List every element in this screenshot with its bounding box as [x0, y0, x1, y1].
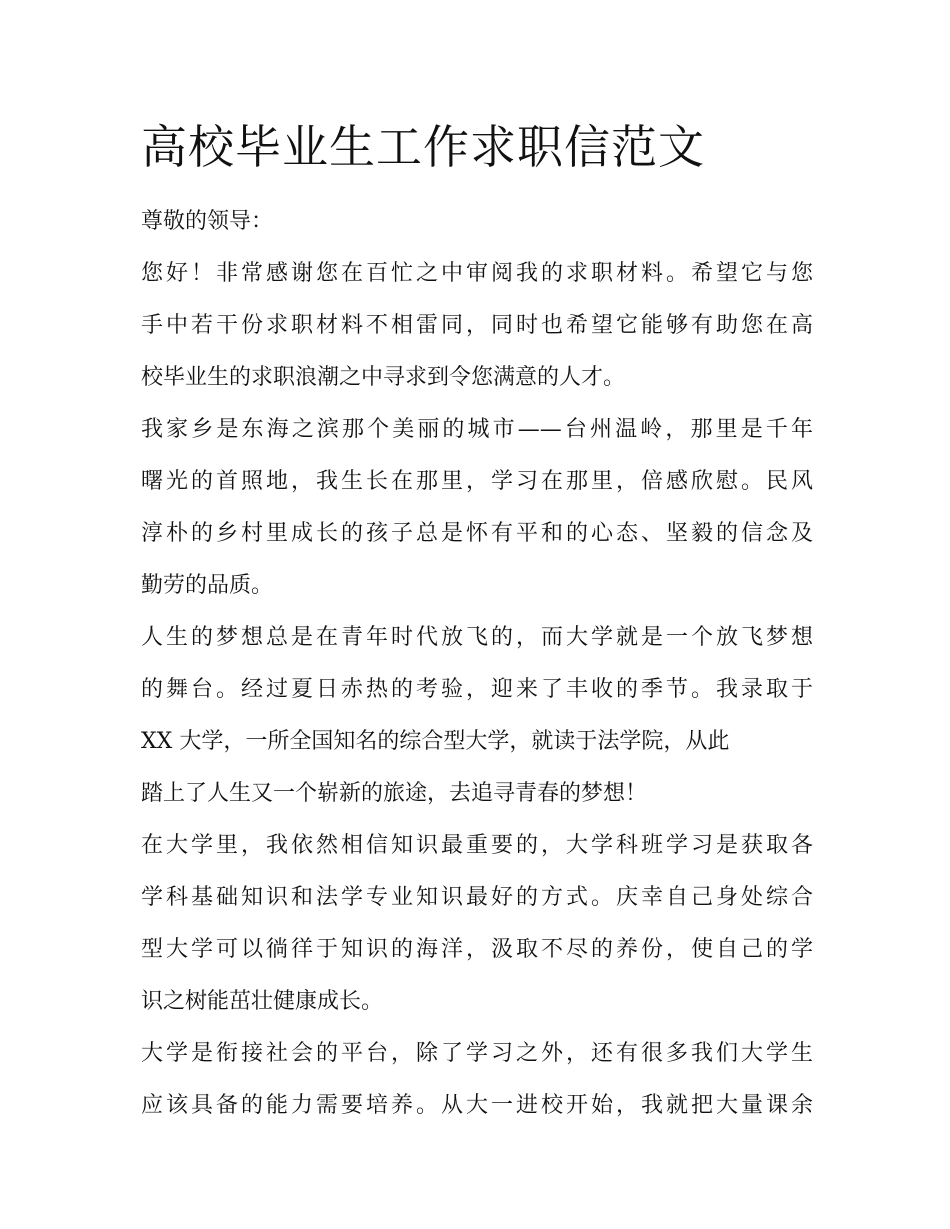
document-body — [141, 112, 813, 1132]
text-line: 人生的梦想总是在青年时代放飞的，而大学就是一个放飞梦想 — [141, 625, 813, 650]
text-line: 识之树能茁壮健康成长。 — [141, 989, 384, 1014]
text-line: 大学是衔接社会的平台，除了学习之外，还有很多我们大学生 — [141, 1041, 813, 1066]
text-line: 应该具备的能力需要培养。从大一进校开始，我就把大量课余 — [141, 1093, 813, 1118]
paragraph-3 — [141, 612, 813, 820]
text-line: 学科基础知识和法学专业知识最好的方式。庆幸自己身处综合 — [141, 885, 813, 910]
text-line: 型大学可以徜徉于知识的海洋，汲取不尽的养份，使自己的学 — [141, 937, 813, 962]
text-line: 勤劳的品质。 — [141, 573, 274, 598]
paragraph-2 — [141, 404, 813, 612]
paragraph-1 — [141, 248, 813, 404]
text-line: 淳朴的乡村里成长的孩子总是怀有平和的心态、坚毅的信念及 — [141, 521, 813, 546]
text-line: 您好！非常感谢您在百忙之中审阅我的求职材料。希望它与您 — [141, 261, 813, 286]
text-line: 手中若干份求职材料不相雷同，同时也希望它能够有助您在高 — [141, 313, 813, 338]
text-line: 校毕业生的求职浪潮之中寻求到令您满意的人才。 — [141, 365, 626, 390]
salutation: 尊敬的领导： — [141, 209, 274, 234]
paragraph-5 — [141, 1028, 813, 1132]
text-line: XX 大学，一所全国知名的综合型大学，就读于法学院，从此 — [141, 729, 730, 754]
text-line: 的舞台。经过夏日赤热的考验，迎来了丰收的季节。我录取于 — [141, 677, 813, 702]
paragraph-4 — [141, 820, 813, 1028]
document-title: 高校毕业生工作求职信范文 — [141, 120, 705, 174]
text-line: 踏上了人生又一个崭新的旅途，去追寻青春的梦想！ — [141, 781, 648, 806]
text-line: 我家乡是东海之滨那个美丽的城市——台州温岭，那里是千年 — [141, 417, 813, 442]
text-line: 在大学里，我依然相信知识最重要的，大学科班学习是获取各 — [141, 833, 813, 858]
text-line: 曙光的首照地，我生长在那里，学习在那里，倍感欣慰。民风 — [141, 469, 813, 494]
